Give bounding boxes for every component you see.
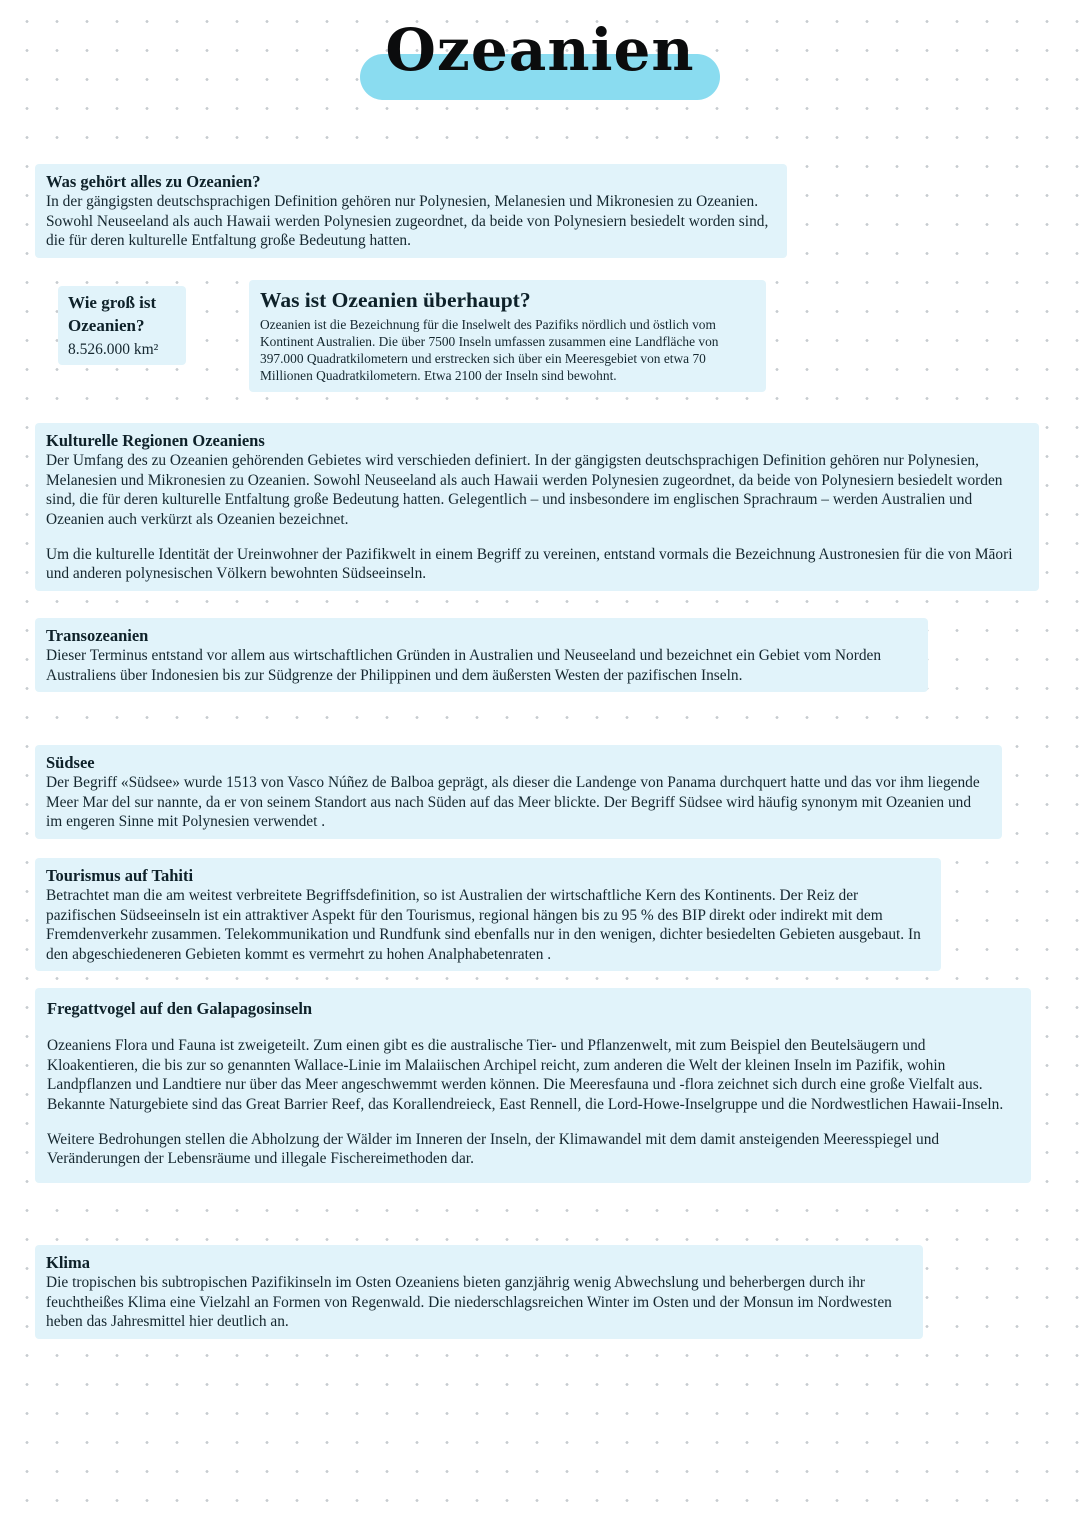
section-size-infobox	[58, 286, 186, 365]
section-heading-fregattvogel: Fregattvogel auf den Galapagosinseln	[47, 999, 313, 1018]
section-paragraph: Die tropischen bis subtropischen Pazifikinseln im Osten Ozeaniens bieten ganzjährig wenig Abwechslung und beherbergen durch ihr feuchtheißes Klima eine Vielzahl an Formen von Regenwald. Die niederschlagsreichen Winter im Osten und der Monsun im Nordwesten heben das Jahresmittel hier deutlich an.	[46, 1274, 892, 1331]
section-paragraph: Der Begriff «Südsee» wurde 1513 von Vasco Núñez de Balboa geprägt, als dieser die Landenge von Panama durchquert hatte und das vor ihm liegende Meer Mar del sur nannte, da er von seinem Standort aus nach Süden auf das Meer blickte. Der Begriff Südsee wird häufig synonym mit Ozeanien und im engeren Sinne mit Polynesien verwendet .	[46, 774, 980, 831]
section-heading-definition: Was ist Ozeanien überhaupt?	[260, 288, 531, 312]
section-paragraph: Weitere Bedrohungen stellen die Abholzung der Wälder im Inneren der Inseln, der Klimawandel mit dem damit ansteigenden Meeresspiegel und Veränderungen der Lebensräume und illegale Fischereimethoden dar.	[47, 1131, 940, 1168]
section-paragraph: Ozeanien ist die Bezeichnung für die Inselwelt des Pazifiks nördlich und östlich vom Kontinent Australien. Die über 7500 Inseln umfassen zusammen eine Landfläche von 397.000 Quadratkilometern und erstrecken sich über ein Meeresgebiet von etwa 70 Millionen Quadratkilometern. Etwa 2100 der Inseln sind bewohnt.	[260, 316, 719, 384]
section-heading-klima: Klima	[46, 1253, 90, 1272]
page-header	[0, 16, 1080, 86]
section-tourismus	[35, 858, 941, 971]
section-paragraph: Dieser Terminus entstand vor allem aus wirtschaftlichen Gründen in Australien und Neuseeland und bezeichnet ein Gebiet vom Norden Australiens über Indonesien bis zur Südgrenze der Philippinen und dem äußersten Westen der pazifischen Inseln.	[46, 647, 882, 684]
page-title: Ozeanien	[385, 16, 695, 84]
section-suedsee	[35, 745, 1002, 839]
section-intro	[35, 164, 787, 258]
section-heading-size: Wie groß ist Ozeanien?	[68, 293, 157, 335]
section-transozeanien	[35, 618, 928, 692]
section-heading-regions: Kulturelle Regionen Ozeaniens	[46, 431, 265, 450]
section-heading-tourismus: Tourismus auf Tahiti	[46, 866, 194, 885]
section-definition	[249, 280, 766, 392]
section-heading-transozeanien: Transozeanien	[46, 626, 149, 645]
section-paragraph: In der gängigsten deutschsprachigen Definition gehören nur Polynesien, Melanesien und Mikronesien zu Ozeanien. Sowohl Neuseeland als auch Hawaii werden Polynesien zugeordnet, da beide von Polynesiern besiedelt worden sind, die für deren kulturelle Entfaltung große Bedeutung hatten.	[46, 193, 769, 250]
section-heading-suedsee: Südsee	[46, 753, 95, 772]
section-paragraph: Um die kulturelle Identität der Ureinwohner der Pazifikwelt in einem Begriff zu vereinen, entstand vormals die Bezeichnung Austronesien für die von Māori und anderen polynesischen Völkern bewohnten Südseeinseln.	[46, 546, 1013, 583]
section-heading-intro: Was gehört alles zu Ozeanien?	[46, 172, 261, 191]
section-paragraph: Betrachtet man die am weitest verbreitete Begriffsdefinition, so ist Australien der wirtschaftliche Kern des Kontinents. Der Reiz der pazifischen Südseeinseln ist ein attraktiver Aspekt für den Tourismus, regional hängen bis zu 95 % des BIP direkt oder indirekt mit dem Fremdenverkehr zusammen. Telekommunikation und Rundfunk sind ebenfalls nur in den wenigen, dichter besiedelten Gebieten ausgebaut. In den abgeschiedeneren Gebieten kommt es vermehrt zu hohen Analphabetenraten .	[46, 887, 921, 963]
section-klima	[35, 1245, 923, 1339]
section-regions	[35, 423, 1039, 591]
section-paragraph: Ozeaniens Flora und Fauna ist zweigeteilt. Zum einen gibt es die australische Tier- und Pflanzenwelt, mit zum Beispiel den Beutelsäugern und Kloakentieren, die bis zur so genannten Wallace-Linie im Malaiischen Archipel reicht, zum anderen die Welt der kleinen Inseln im Pazifik, wohin Landpflanzen und Landtiere nur über das Meer angeschwemmt werden können. Die Meeresfauna und -flora zeichnet sich durch eine große Vielfalt aus. Bekannte Naturgebiete sind das Great Barrier Reef, das Korallendreieck, East Rennell, die Lord-Howe-Inselgruppe und die Nordwestlichen Hawaii-Inseln.	[47, 1037, 1004, 1113]
section-paragraph: Der Umfang des zu Ozeanien gehörenden Gebietes wird verschieden definiert. In der gängigsten deutschsprachigen Definition gehören nur Polynesien, Melanesien und Mikronesien zu Ozeanien. Sowohl Neuseeland als auch Hawaii werden Polynesien zugeordnet, da beide von Polynesiern besiedelt worden sind, die für deren kulturelle Entfaltung große Bedeutung hatten. Gelegentlich – und insbesondere im englischen Sprachraum – werden Australien und Ozeanien auch verkürzt als Ozeanien bezeichnet.	[46, 452, 1003, 528]
section-fregattvogel	[35, 988, 1031, 1183]
size-value: 8.526.000 km²	[68, 340, 159, 358]
